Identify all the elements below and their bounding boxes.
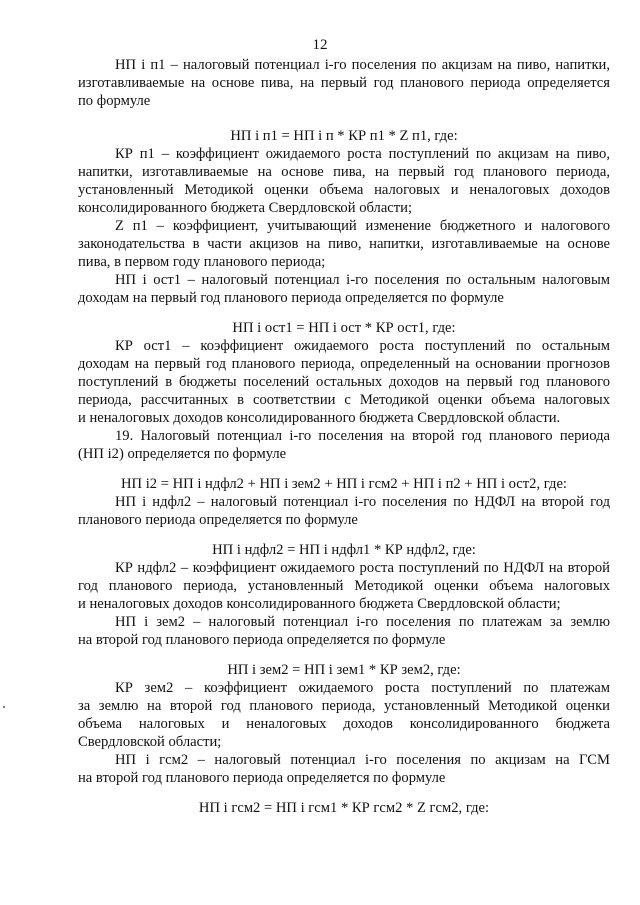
- text-line: НП i п1 – налоговый потенциал i-го поселения по акцизам на пиво, напитки,: [115, 57, 610, 73]
- text-line: пива, в первом году планового периода;: [78, 254, 326, 270]
- text-line: по формуле: [78, 93, 151, 109]
- text-line: напитки, изготавливаемые на основе пива, на первый год планового периода,: [78, 164, 610, 180]
- formula: НП i ост1 = НП i ост * КР ост1, где:: [232, 320, 456, 336]
- text-line: поступлений в бюджеты поселений остальных доходов на первый год планового: [78, 374, 610, 390]
- text-line: 19. Налоговый потенциал i-го поселения на второй год планового периода: [115, 428, 610, 444]
- text-line: установленный Методикой оценки объема налоговых и неналоговых доходов: [78, 182, 610, 198]
- text-line: и неналоговых доходов консолидированного бюджета Свердловской области;: [78, 596, 561, 612]
- scan-speck: [3, 706, 5, 708]
- text-line: НП i гсм2 – налоговый потенциал i-го поселения по акцизам на ГСМ: [115, 752, 610, 768]
- text-line: изготавливаемые на основе пива, на первый год планового периода определяется: [78, 75, 610, 91]
- text-line: на второй год планового периода определяется по формуле: [78, 770, 446, 786]
- text-line: Свердловской области;: [78, 734, 222, 750]
- text-line: доходам на первый год планового периода, определенный на основании прогнозов: [78, 356, 610, 372]
- text-line: за землю на второй год планового периода, установленный Методикой оценки: [78, 698, 610, 714]
- formula: НП i2 = НП i ндфл2 + НП i зем2 + НП i гсм2 + НП i п2 + НП i ост2, где:: [121, 476, 567, 492]
- text-line: НП i зем2 – налоговый потенциал i-го поселения по платежам за землю: [115, 614, 610, 630]
- text-line: законодательства в части акцизов на пиво, напитки, изготавливаемые на основе: [78, 236, 610, 252]
- text-line: год планового периода, установленный Методикой оценки объема налоговых: [78, 578, 610, 594]
- formula: НП i гсм2 = НП i гсм1 * КР гсм2 * Z гсм2, где:: [198, 800, 490, 816]
- text-line: (НП i2) определяется по формуле: [78, 446, 287, 462]
- text-line: и неналоговых доходов консолидированного бюджета Свердловской области.: [78, 410, 561, 426]
- text-line: НП i ост1 – налоговый потенциал i-го поселения по остальным налоговым: [115, 272, 610, 288]
- text-line: планового периода определяется по формуле: [78, 512, 358, 528]
- page-number: 12: [312, 37, 328, 53]
- text-line: КР зем2 – коэффициент ожидаемого роста поступлений по платежам: [115, 680, 610, 696]
- text-line: КР ост1 – коэффициент ожидаемого роста поступлений по остальным: [115, 338, 610, 354]
- formula: НП i ндфл2 = НП i ндфл1 * КР ндфл2, где:: [212, 542, 476, 558]
- text-line: Z п1 – коэффициент, учитывающий изменение бюджетного и налогового: [115, 218, 610, 234]
- text-line: КР п1 – коэффициент ожидаемого роста поступлений по акцизам на пиво,: [115, 146, 610, 162]
- text-line: НП i ндфл2 – налоговый потенциал i-го поселения по НДФЛ на второй год: [115, 494, 610, 510]
- text-line: объема налоговых и неналоговых доходов консолидированного бюджета: [78, 716, 610, 732]
- formula: НП i п1 = НП i п * КР п1 * Z п1, где:: [230, 128, 458, 144]
- formula: НП i зем2 = НП i зем1 * КР зем2, где:: [227, 662, 461, 678]
- text-line: доходам на первый год планового периода определяется по формуле: [78, 290, 504, 306]
- text-line: консолидированного бюджета Свердловской области;: [78, 200, 413, 216]
- text-line: КР ндфл2 – коэффициент ожидаемого роста поступлений по НДФЛ на второй: [115, 560, 610, 576]
- text-line: на второй год планового периода определяется по формуле: [78, 632, 446, 648]
- text-line: периода, рассчитанных в соответствии с Методикой оценки объема налоговых: [78, 392, 610, 408]
